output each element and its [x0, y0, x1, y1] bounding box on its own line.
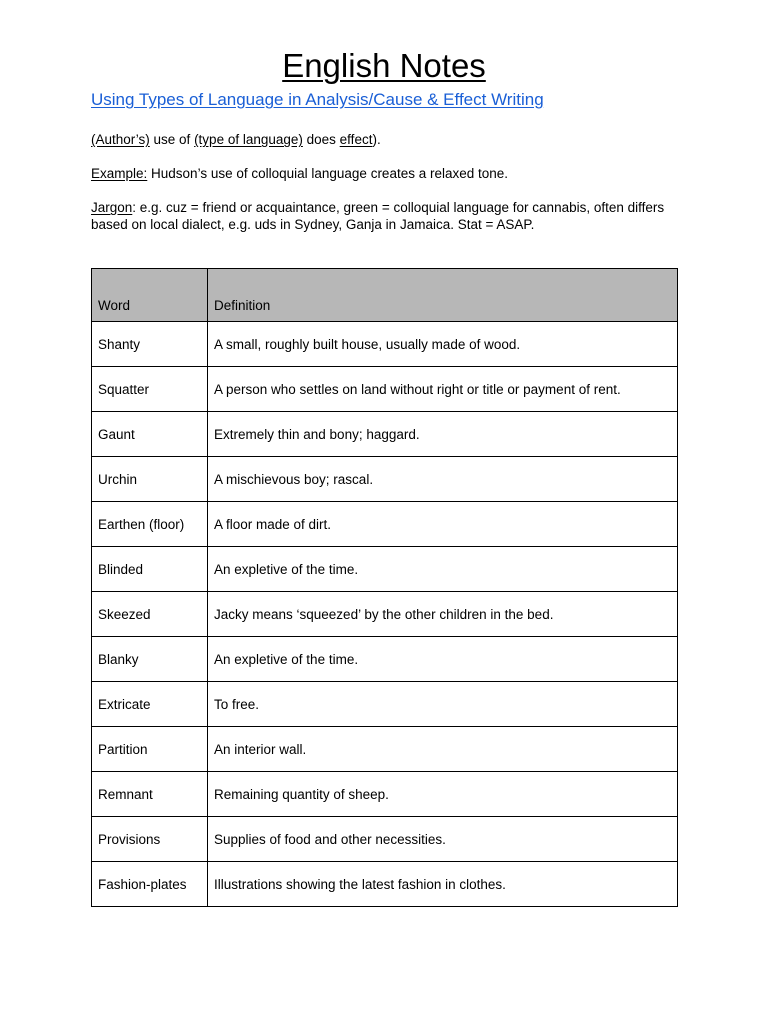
formula-effect: effect [339, 132, 373, 147]
definition-cell: Supplies of food and other necessities. [208, 817, 678, 862]
word-cell: Provisions [92, 817, 208, 862]
table-row [92, 772, 678, 817]
word-cell: Skeezed [92, 592, 208, 637]
definition-cell: An expletive of the time. [208, 637, 678, 682]
table-row [92, 637, 678, 682]
table-header-row [92, 269, 678, 322]
example-text: Hudson’s use of colloquial language creates a relaxed tone. [147, 166, 509, 181]
formula-type: (type of language) [194, 132, 303, 147]
word-cell: Squatter [92, 367, 208, 412]
definition-cell: An interior wall. [208, 727, 678, 772]
table-row [92, 547, 678, 592]
definition-cell: Extremely thin and bony; haggard. [208, 412, 678, 457]
definition-cell: To free. [208, 682, 678, 727]
example-label: Example: [91, 166, 148, 181]
definition-cell: A person who settles on land without right or title or payment of rent. [208, 367, 678, 412]
formula-line [91, 131, 691, 148]
table-row [92, 412, 678, 457]
word-cell: Remnant [92, 772, 208, 817]
word-cell: Gaunt [92, 412, 208, 457]
formula-author: (Author’s) [91, 132, 150, 147]
word-cell: Extricate [92, 682, 208, 727]
jargon-text: : e.g. cuz = friend or acquaintance, green = colloquial language for cannabis, often differs based on local dialect, e.g. uds in Sydney, Ganja in Jamaica. Stat = ASAP. [91, 200, 665, 232]
definition-cell: Jacky means ‘squeezed’ by the other children in the bed. [208, 592, 678, 637]
definition-cell: Remaining quantity of sheep. [208, 772, 678, 817]
table-row [92, 592, 678, 637]
table-row [92, 862, 678, 907]
definition-cell: A mischievous boy; rascal. [208, 457, 678, 502]
word-cell: Fashion-plates [92, 862, 208, 907]
definition-cell: Illustrations showing the latest fashion in clothes. [208, 862, 678, 907]
header-word: Word [92, 269, 208, 322]
definition-cell: A floor made of dirt. [208, 502, 678, 547]
word-cell: Partition [92, 727, 208, 772]
formula-text-3: ). [372, 132, 381, 147]
definition-cell: A small, roughly built house, usually made of wood. [208, 322, 678, 367]
example-line [91, 165, 691, 182]
formula-text-1: use of [149, 132, 195, 147]
table-row [92, 502, 678, 547]
word-cell: Shanty [92, 322, 208, 367]
table-row [92, 367, 678, 412]
word-cell: Earthen (floor) [92, 502, 208, 547]
table-row [92, 322, 678, 367]
word-cell: Urchin [92, 457, 208, 502]
table-row [92, 817, 678, 862]
jargon-paragraph [91, 199, 691, 233]
header-definition: Definition [208, 269, 678, 322]
page-title: English Notes [282, 47, 486, 84]
table-row [92, 682, 678, 727]
jargon-label: Jargon [91, 200, 133, 215]
table-row [92, 727, 678, 772]
word-cell: Blinded [92, 547, 208, 592]
vocabulary-table [91, 268, 678, 907]
table-row [92, 457, 678, 502]
formula-text-2: does [302, 132, 340, 147]
section-heading-link[interactable]: Using Types of Language in Analysis/Cause & Effect Writing [91, 90, 544, 109]
definition-cell: An expletive of the time. [208, 547, 678, 592]
word-cell: Blanky [92, 637, 208, 682]
